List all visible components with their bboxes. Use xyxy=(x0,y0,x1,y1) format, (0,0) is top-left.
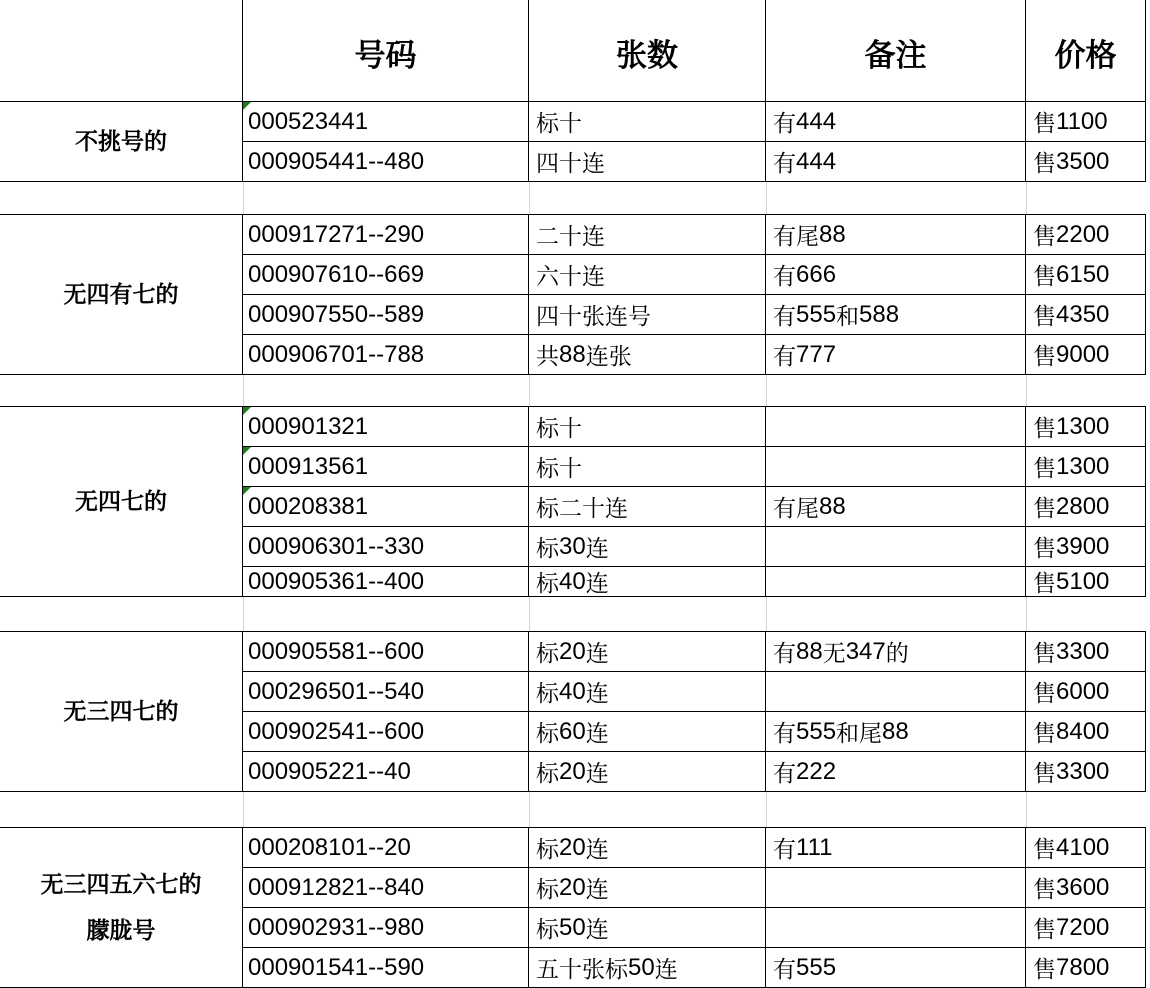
price-cell[interactable]: 售 7800 xyxy=(1026,948,1146,988)
count-cell[interactable]: 标二十连 xyxy=(529,487,766,527)
gridline xyxy=(243,792,244,827)
note-cell[interactable] xyxy=(766,672,1026,712)
price-cell[interactable]: 售 3300 xyxy=(1026,752,1146,792)
gridline xyxy=(243,597,244,631)
price-cell[interactable]: 售 4100 xyxy=(1026,828,1146,868)
group-label: 无四有七的 xyxy=(0,215,243,375)
group-label: 无三四五六七的 朦胧号 xyxy=(0,828,243,988)
count-cell[interactable]: 六十连 xyxy=(529,255,766,295)
gridline xyxy=(529,792,530,827)
count-cell[interactable]: 标 30 连 xyxy=(529,527,766,567)
count-cell[interactable]: 标十 xyxy=(529,102,766,142)
comment-indicator-icon xyxy=(243,487,251,495)
count-cell[interactable]: 四十连 xyxy=(529,142,766,182)
number-cell[interactable]: 000901321 xyxy=(243,407,529,447)
note-cell[interactable]: 有 555 和尾 88 xyxy=(766,712,1026,752)
gridline xyxy=(766,597,767,631)
count-cell[interactable]: 标 60 连 xyxy=(529,712,766,752)
note-cell[interactable] xyxy=(766,527,1026,567)
number-cell[interactable]: 000901541--590 xyxy=(243,948,529,988)
spacer-row xyxy=(0,375,1146,407)
gridline xyxy=(1026,597,1027,631)
spacer-row xyxy=(0,182,1146,215)
count-cell[interactable]: 标 40 连 xyxy=(529,672,766,712)
gridline xyxy=(766,375,767,406)
price-cell[interactable]: 售 3300 xyxy=(1026,632,1146,672)
note-cell[interactable] xyxy=(766,447,1026,487)
number-cell[interactable]: 000907610--669 xyxy=(243,255,529,295)
note-cell[interactable] xyxy=(766,868,1026,908)
count-cell[interactable]: 标 20 连 xyxy=(529,868,766,908)
note-cell[interactable]: 有 555 xyxy=(766,948,1026,988)
price-cell[interactable]: 售 1300 xyxy=(1026,407,1146,447)
price-cell[interactable]: 售 9000 xyxy=(1026,335,1146,375)
count-cell[interactable]: 共 88 连张 xyxy=(529,335,766,375)
gridline xyxy=(529,597,530,631)
note-cell[interactable]: 有尾 88 xyxy=(766,487,1026,527)
gridline xyxy=(243,375,244,406)
header-price: 价格 xyxy=(1026,0,1146,102)
note-cell[interactable]: 有 222 xyxy=(766,752,1026,792)
count-cell[interactable]: 标 20 连 xyxy=(529,828,766,868)
price-cell[interactable]: 售 5100 xyxy=(1026,567,1146,597)
note-cell[interactable]: 有 666 xyxy=(766,255,1026,295)
count-cell[interactable]: 标 20 连 xyxy=(529,632,766,672)
number-cell[interactable]: 000905441--480 xyxy=(243,142,529,182)
number-cell[interactable]: 000906301--330 xyxy=(243,527,529,567)
count-cell[interactable]: 五十张标 50 连 xyxy=(529,948,766,988)
header-note: 备注 xyxy=(766,0,1026,102)
number-cell[interactable]: 000907550--589 xyxy=(243,295,529,335)
header-corner-cell xyxy=(0,0,243,102)
number-cell[interactable]: 000905361--400 xyxy=(243,567,529,597)
spacer-row xyxy=(0,792,1146,828)
comment-indicator-icon xyxy=(243,407,251,415)
number-cell[interactable]: 000208381 xyxy=(243,487,529,527)
header-number: 号码 xyxy=(243,0,529,102)
note-cell[interactable]: 有 777 xyxy=(766,335,1026,375)
count-cell[interactable]: 二十连 xyxy=(529,215,766,255)
note-cell[interactable]: 有尾 88 xyxy=(766,215,1026,255)
count-cell[interactable]: 标 20 连 xyxy=(529,752,766,792)
note-cell[interactable]: 有 444 xyxy=(766,142,1026,182)
number-cell[interactable]: 000523441 xyxy=(243,102,529,142)
comment-indicator-icon xyxy=(243,102,251,110)
price-cell[interactable]: 售 3600 xyxy=(1026,868,1146,908)
price-cell[interactable]: 售 7200 xyxy=(1026,908,1146,948)
price-cell[interactable]: 售 6150 xyxy=(1026,255,1146,295)
price-cell[interactable]: 售 2200 xyxy=(1026,215,1146,255)
count-cell[interactable]: 标 40 连 xyxy=(529,567,766,597)
note-cell[interactable]: 有 444 xyxy=(766,102,1026,142)
number-cell[interactable]: 000913561 xyxy=(243,447,529,487)
number-cell[interactable]: 000208101--20 xyxy=(243,828,529,868)
spacer-row xyxy=(0,597,1146,632)
price-cell[interactable]: 售 3500 xyxy=(1026,142,1146,182)
price-cell[interactable]: 售 4350 xyxy=(1026,295,1146,335)
price-cell[interactable]: 售 2800 xyxy=(1026,487,1146,527)
count-cell[interactable]: 标十 xyxy=(529,407,766,447)
price-cell[interactable]: 售 1100 xyxy=(1026,102,1146,142)
number-cell[interactable]: 000902541--600 xyxy=(243,712,529,752)
gridline xyxy=(1026,375,1027,406)
note-cell[interactable] xyxy=(766,407,1026,447)
price-cell[interactable]: 售 8400 xyxy=(1026,712,1146,752)
number-cell[interactable]: 000905581--600 xyxy=(243,632,529,672)
number-cell[interactable]: 000906701--788 xyxy=(243,335,529,375)
note-cell[interactable]: 有 111 xyxy=(766,828,1026,868)
note-cell[interactable]: 有 555 和 588 xyxy=(766,295,1026,335)
price-cell[interactable]: 售 6000 xyxy=(1026,672,1146,712)
number-cell[interactable]: 000917271--290 xyxy=(243,215,529,255)
number-cell[interactable]: 000912821--840 xyxy=(243,868,529,908)
group-label: 不挑号的 xyxy=(0,102,243,182)
price-cell[interactable]: 售 3900 xyxy=(1026,527,1146,567)
gridline xyxy=(529,375,530,406)
gridline xyxy=(766,182,767,214)
number-cell[interactable]: 000902931--980 xyxy=(243,908,529,948)
note-cell[interactable] xyxy=(766,908,1026,948)
count-cell[interactable]: 标 50 连 xyxy=(529,908,766,948)
price-cell[interactable]: 售 1300 xyxy=(1026,447,1146,487)
note-cell[interactable]: 有 88 无 347 的 xyxy=(766,632,1026,672)
comment-indicator-icon xyxy=(243,447,251,455)
count-cell[interactable]: 标十 xyxy=(529,447,766,487)
gridline xyxy=(243,182,244,214)
gridline xyxy=(1026,182,1027,214)
group-label: 无三四七的 xyxy=(0,632,243,792)
gridline xyxy=(529,182,530,214)
number-cell[interactable]: 000905221--40 xyxy=(243,752,529,792)
group-label: 无四七的 xyxy=(0,407,243,597)
note-cell[interactable] xyxy=(766,567,1026,597)
number-cell[interactable]: 000296501--540 xyxy=(243,672,529,712)
header-count: 张数 xyxy=(529,0,766,102)
count-cell[interactable]: 四十张连号 xyxy=(529,295,766,335)
gridline xyxy=(1026,792,1027,827)
gridline xyxy=(766,792,767,827)
